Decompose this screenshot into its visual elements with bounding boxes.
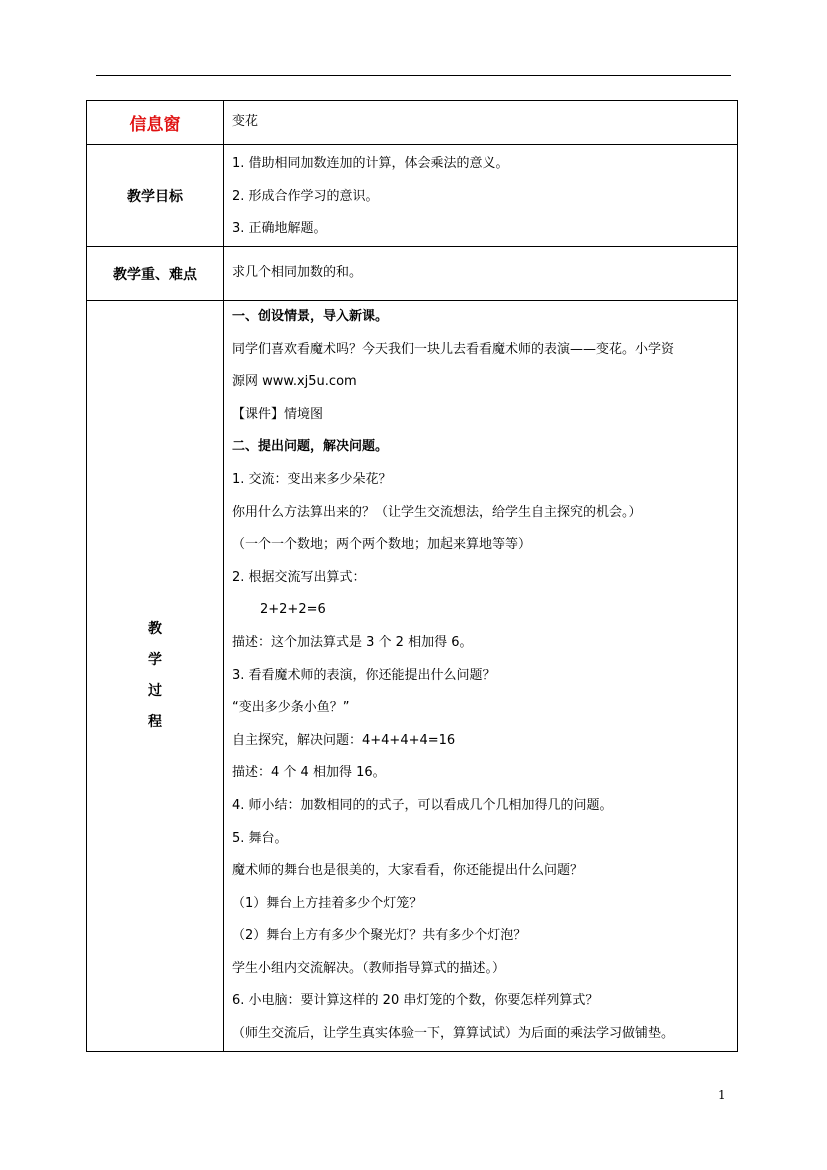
goal-item: 2. 形成合作学习的意识。 [232, 188, 379, 204]
process-line: 4. 师小结：加数相同的的式子，可以看成几个几相加得几的问题。 [232, 797, 613, 813]
key-points-value: 求几个相同加数的和。 [224, 247, 738, 301]
process-line: 自主探究，解决问题：4+4+4+4=16 [232, 732, 456, 748]
table-row [87, 145, 738, 247]
teaching-goals-label: 教学目标 [87, 145, 224, 247]
lesson-plan-table [86, 100, 738, 1052]
key-points-label: 教学重、难点 [87, 247, 224, 301]
process-line: “变出多少条小鱼？” [232, 700, 350, 716]
process-line: 描述：这个加法算式是 3 个 2 相加得 6。 [232, 634, 473, 650]
header-rule [96, 75, 731, 76]
section-heading: 二、提出问题，解决问题。 [232, 439, 389, 455]
info-window-value: 变花 [224, 101, 738, 145]
process-line: 2. 根据交流写出算式： [232, 569, 366, 585]
teaching-process-label [87, 301, 224, 1052]
process-line: （师生交流后，让学生真实体验一下，算算试试）为后面的乘法学习做铺垫。 [232, 1026, 675, 1042]
process-label-char: 教 [148, 620, 162, 637]
table-row [87, 247, 738, 301]
process-line: 描述：4 个 4 相加得 16。 [232, 765, 386, 781]
process-line: 魔术师的舞台也是很美的，大家看看，你还能提出什么问题？ [232, 863, 584, 879]
process-line: 同学们喜欢看魔术吗？今天我们一块儿去看看魔术师的表演——变花。小学资 [232, 341, 675, 357]
teaching-process-cell [224, 301, 738, 1052]
process-line: 学生小组内交流解决。（教师指导算式的描述。） [232, 960, 506, 976]
process-line: 源网 www.xj5u.com [232, 374, 357, 390]
teaching-goals-cell [224, 145, 738, 247]
info-window-label: 信息窗 [87, 101, 224, 145]
process-label-char: 程 [148, 713, 162, 730]
table-row [87, 301, 738, 1052]
process-line: （一个一个数地；两个两个数地；加起来算地等等） [232, 537, 532, 553]
equation-line: 2+2+2=6 [260, 602, 326, 618]
goal-item: 3. 正确地解题。 [232, 221, 327, 237]
process-line: （2）舞台上方有多少个聚光灯？共有多少个灯泡？ [232, 928, 527, 944]
process-line: 你用什么方法算出来的？（让学生交流想法，给学生自主探究的机会。） [232, 504, 642, 520]
section-heading: 一、创设情景，导入新课。 [232, 309, 389, 324]
goal-item: 1. 借助相同加数连加的计算，体会乘法的意义。 [232, 156, 509, 172]
process-line: 1. 交流：变出来多少朵花？ [232, 471, 392, 487]
process-line: 【课件】情境图 [232, 406, 324, 422]
process-line: 5. 舞台。 [232, 830, 288, 846]
process-line: 3. 看看魔术师的表演，你还能提出什么问题？ [232, 667, 496, 683]
process-label-char: 过 [148, 682, 162, 699]
table-row [87, 101, 738, 145]
page-number: 1 [718, 1088, 726, 1102]
process-label-char: 学 [148, 651, 162, 668]
process-line: （1）舞台上方挂着多少个灯笼？ [232, 895, 423, 911]
process-line: 6. 小电脑：要计算这样的 20 串灯笼的个数，你要怎样列算式？ [232, 993, 599, 1009]
